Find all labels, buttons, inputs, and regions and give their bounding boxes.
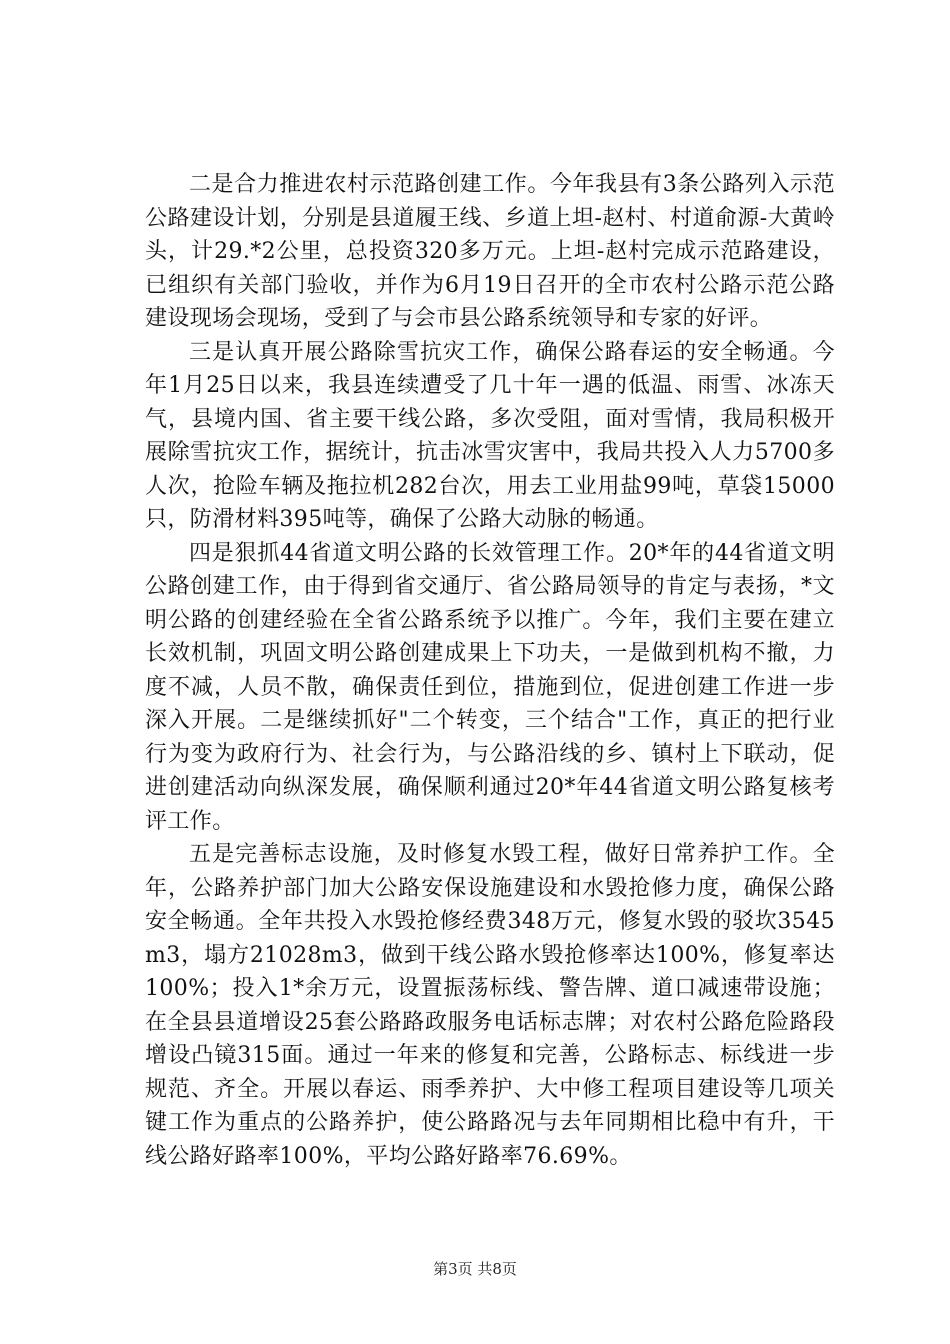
paragraph-civilized-road: 四是狠抓44省道文明公路的长效管理工作。20*年的44省道文明公路创建工作，由于得到省交通厅、省公路局领导的肯定与表扬，*文明公路的创建经验在全省公路系统予以推广。今年，我们主要在建立长效机制，巩固文明公路创建成果上下功夫，一是做到机构不撤，力度不减，人员不散，确保责任到位，措施到位，促进创建工作进一步深入开展。二是继续抓好"二个转变，三个结合"工作，真正的把行业行为变为政府行为、社会行为，与公路沿线的乡、镇村上下联动，促进创建活动向纵深发展，确保顺利通过20*年44省道文明公路复核考评工作。: [145, 540, 835, 834]
page-number: 第3页 共8页: [433, 1260, 517, 1278]
paragraph-road-demonstration: 二是合力推进农村示范路创建工作。今年我县有3条公路列入示范公路建设计划，分别是县道履王线、乡道上坦-赵村、村道俞源-大黄岭头，计29.*2公里，总投资320多万元。上坦-赵村完成示范路建设，已组织有关部门验收，并作为6月19日召开的全市农村公路示范公路建设现场会现场，受到了与会市县公路系统领导和专家的好评。: [145, 172, 835, 331]
document-body: [145, 168, 835, 1173]
paragraph-road-maintenance: 五是完善标志设施，及时修复水毁工程，做好日常养护工作。全年，公路养护部门加大公路安保设施建设和水毁抢修力度，确保公路安全畅通。全年共投入水毁抢修经费348万元，修复水毁的驳坎3545m3，塌方21028m3，做到干线公路水毁抢修率达100%，修复率达100%；投入1*余万元，设置振荡标线、警告牌、道口减速带设施；在全县县道增设25套公路路政服务电话标志牌；对农村公路危险路段增设凸镜315面。通过一年来的修复和完善，公路标志、标线进一步规范、齐全。开展以春运、雨季养护、大中修工程项目建设等几项关键工作为重点的公路养护，使公路路况与去年同期相比稳中有升，干线公路好路率100%，平均公路好路率76.69%。: [145, 842, 835, 1169]
paragraph-snow-disaster: 三是认真开展公路除雪抗灾工作，确保公路春运的安全畅通。今年1月25日以来，我县连续遭受了几十年一遇的低温、雨雪、冰冻天气，县境内国、省主要干线公路，多次受阻，面对雪情，我局积极开展除雪抗灾工作，据统计，抗击冰雪灾害中，我局共投入人力5700多人次，抢险车辆及拖拉机282台次，用去工业用盐99吨，草袋15000只，防滑材料395吨等，确保了公路大动脉的畅通。: [145, 339, 835, 532]
